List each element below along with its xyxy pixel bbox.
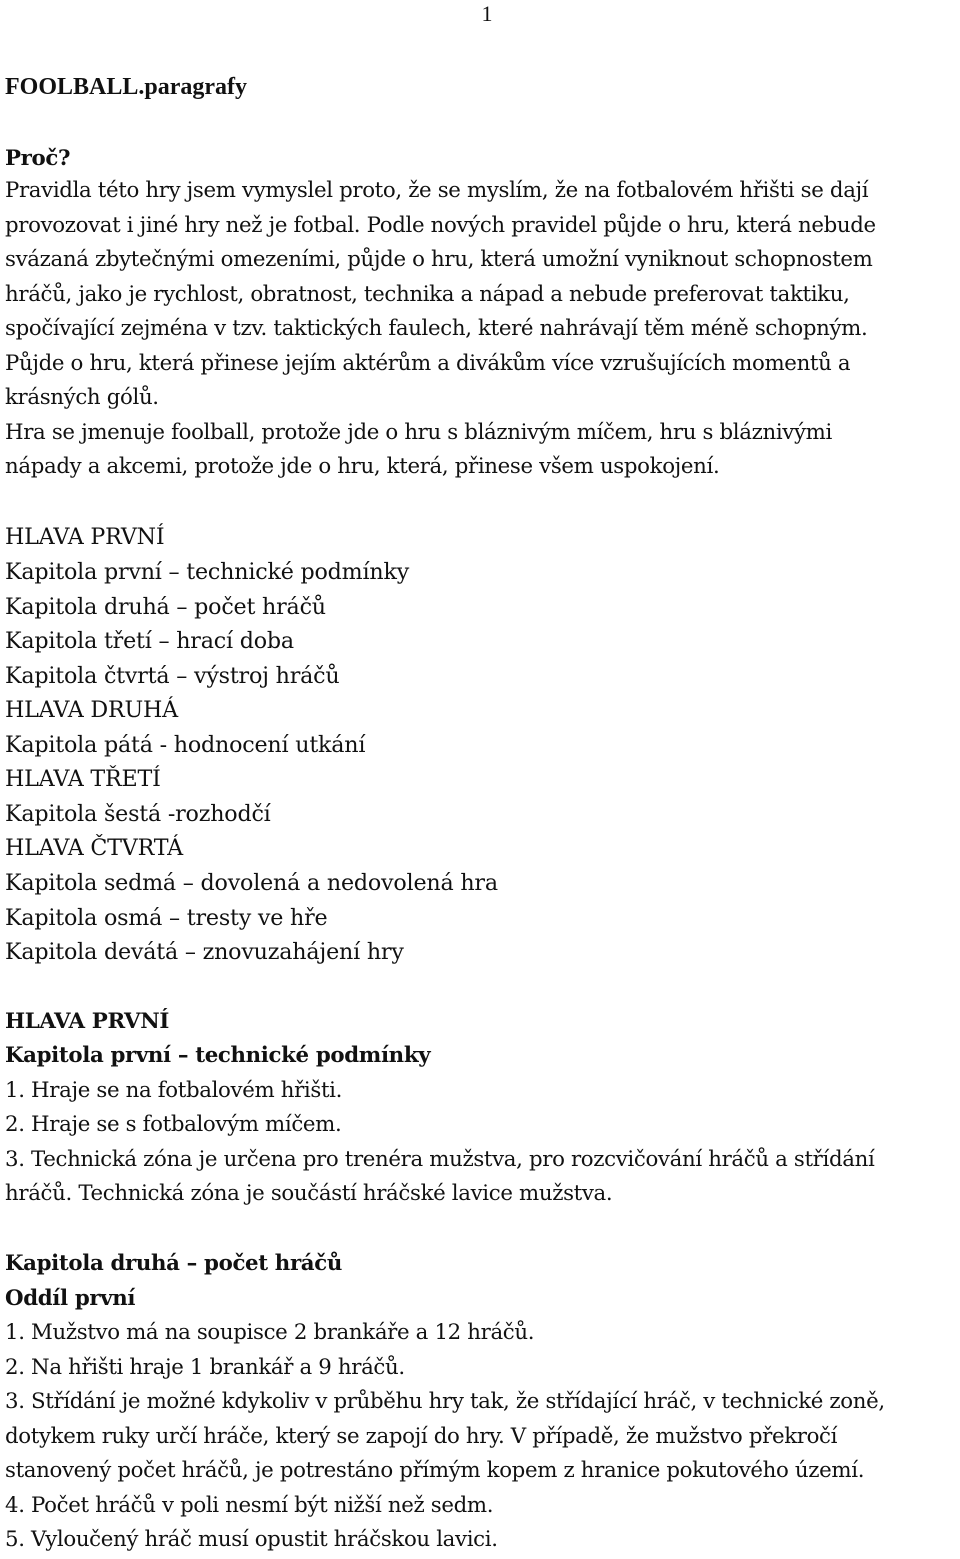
chapter-heading: Kapitola druhá – počet hráčů — [5, 1251, 343, 1276]
rule-item: 1. Mužstvo má na soupisce 2 brankáře a 12 hráčů. — [5, 1320, 535, 1345]
chapter-heading: Kapitola první – technické podmínky — [5, 1043, 431, 1068]
toc-entry: Kapitola první – technické podmínky — [5, 559, 410, 585]
page-number: 1 — [481, 1, 493, 26]
rule-item: hráčů. Technická zóna je součástí hráčské lavice mužstva. — [5, 1181, 613, 1206]
toc-entry: Kapitola sedmá – dovolená a nedovolená hra — [5, 870, 498, 896]
toc-entry: Kapitola pátá - hodnocení utkání — [5, 732, 366, 758]
document-title: FOOLBALL.paragrafy — [5, 74, 248, 100]
rule-item: dotykem ruky určí hráče, který se zapojí do hry. V případě, že mužstvo překročí — [5, 1424, 838, 1449]
toc-entry: HLAVA DRUHÁ — [5, 697, 178, 723]
rule-item: 5. Vyloučený hráč musí opustit hráčskou lavici. — [5, 1527, 498, 1552]
toc-entry: HLAVA PRVNÍ — [5, 524, 165, 550]
intro-heading: Proč? — [5, 146, 71, 171]
toc-entry: Kapitola osmá – tresty ve hře — [5, 905, 328, 931]
toc-entry: Kapitola čtvrtá – výstroj hráčů — [5, 663, 340, 689]
section-heading: HLAVA PRVNÍ — [5, 1009, 169, 1034]
rule-item: 2. Hraje se s fotbalovým míčem. — [5, 1112, 342, 1137]
toc-entry: Kapitola devátá – znovuzahájení hry — [5, 939, 404, 965]
intro-line: spočívající zejména v tzv. taktických faulech, které nahrávají těm méně schopným. — [5, 316, 868, 341]
intro-line: hráčů, jako je rychlost, obratnost, technika a nápad a nebude preferovat taktiku, — [5, 282, 850, 307]
toc-entry: Kapitola druhá – počet hráčů — [5, 594, 326, 620]
toc-entry: HLAVA ČTVRTÁ — [5, 835, 183, 861]
intro-line: Hra se jmenuje foolball, protože jde o hru s bláznivým míčem, hru s bláznivými — [5, 420, 832, 445]
rule-item: 1. Hraje se na fotbalovém hřišti. — [5, 1078, 343, 1103]
toc-entry: Kapitola šestá -rozhodčí — [5, 801, 271, 827]
intro-line: provozovat i jiné hry než je fotbal. Podle nových pravidel půjde o hru, která nebude — [5, 213, 876, 238]
intro-line: Pravidla této hry jsem vymyslel proto, že se myslím, že na fotbalovém hřišti se dají — [5, 178, 869, 203]
rule-item: 3. Střídání je možné kdykoliv v průběhu hry tak, že střídající hráč, v technické zoně, — [5, 1389, 885, 1414]
rule-item: 4. Počet hráčů v poli nesmí být nižší než sedm. — [5, 1493, 494, 1518]
toc-entry: Kapitola třetí – hrací doba — [5, 628, 294, 654]
intro-line: Půjde o hru, která přinese jejím aktérům a divákům více vzrušujících momentů a — [5, 351, 851, 376]
intro-line: krásných gólů. — [5, 385, 159, 410]
intro-line: svázaná zbytečnými omezeními, půjde o hru, která umožní vyniknout schopnostem — [5, 247, 873, 272]
intro-line: nápady a akcemi, protože jde o hru, která, přinese všem uspokojení. — [5, 454, 720, 479]
rule-item: 2. Na hřišti hraje 1 brankář a 9 hráčů. — [5, 1355, 405, 1380]
part-heading: Oddíl první — [5, 1286, 136, 1311]
toc-entry: HLAVA TŘETÍ — [5, 766, 161, 792]
rule-item: stanovený počet hráčů, je potrestáno přímým kopem z hranice pokutového území. — [5, 1458, 865, 1483]
rule-item: 3. Technická zóna je určena pro trenéra mužstva, pro rozcvičování hráčů a střídání — [5, 1147, 875, 1172]
